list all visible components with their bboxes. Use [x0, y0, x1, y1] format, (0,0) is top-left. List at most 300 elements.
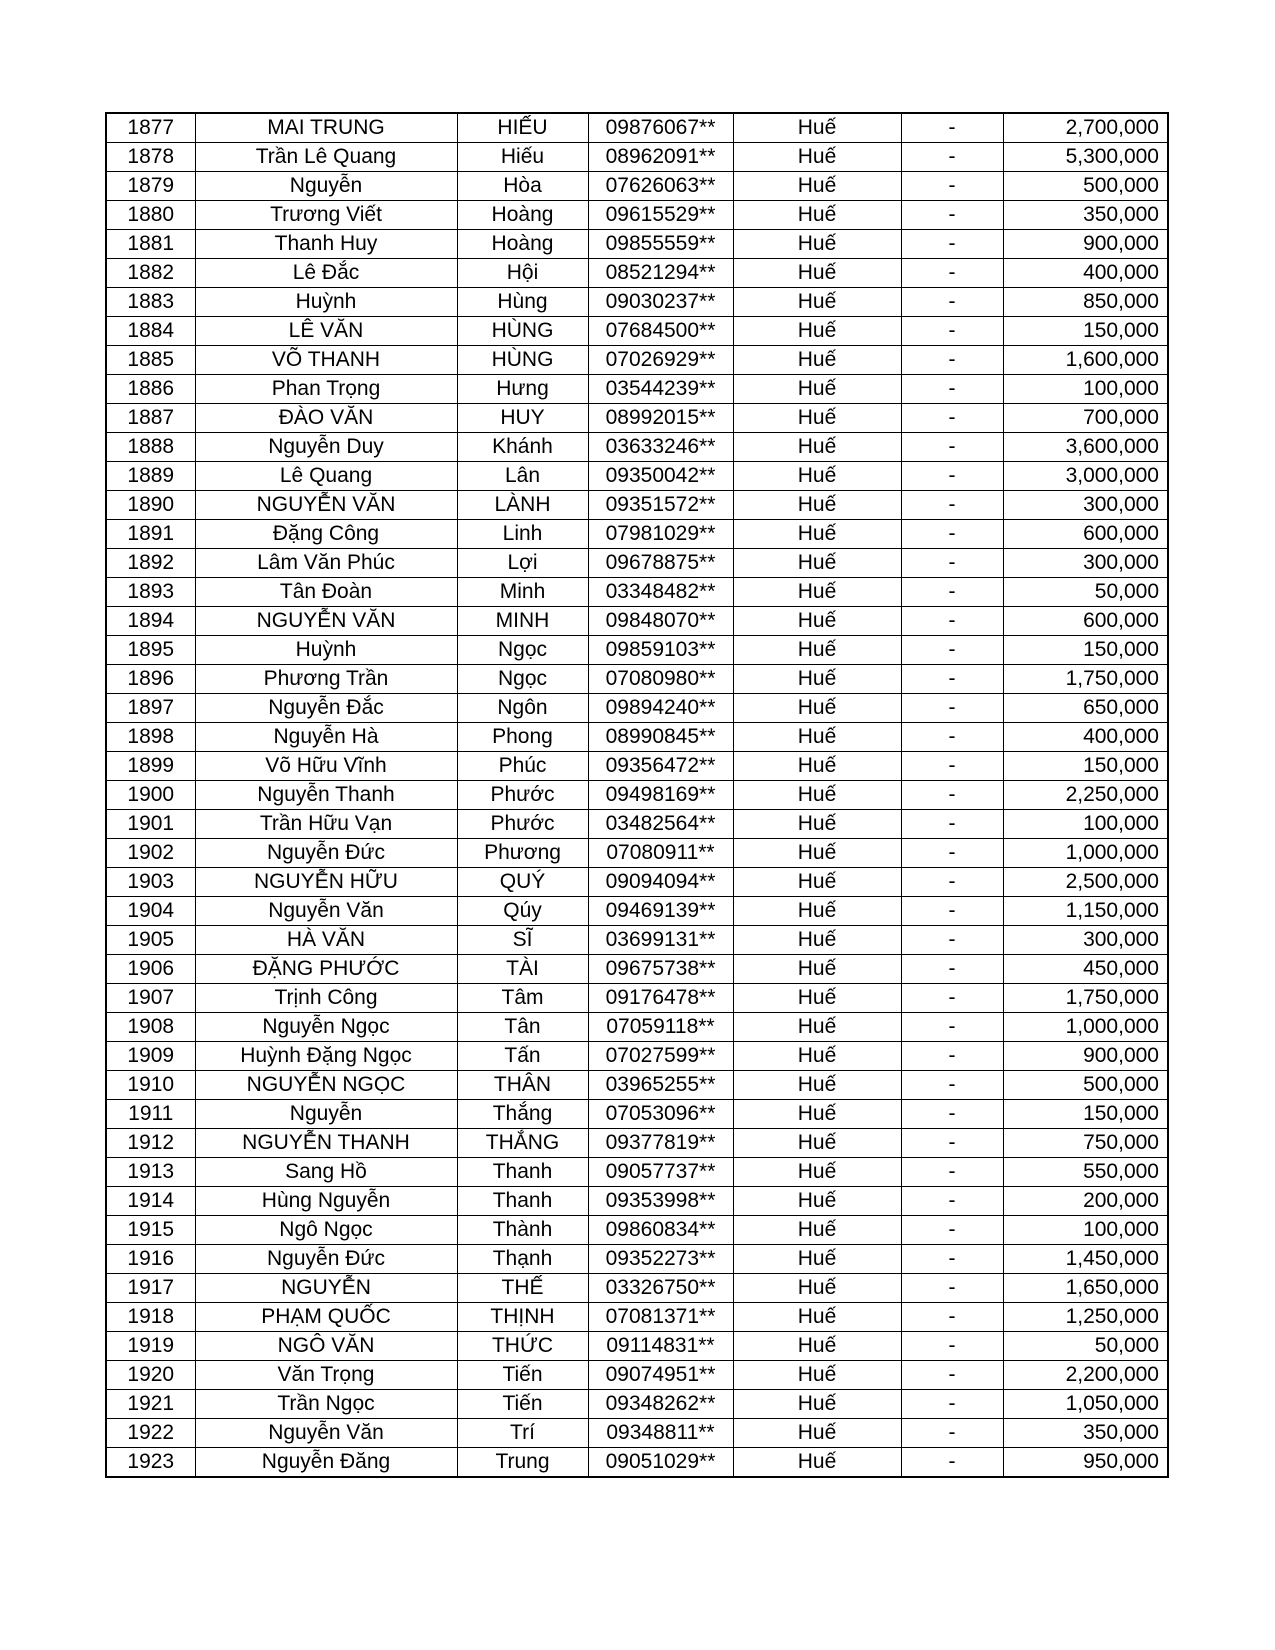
row-number-cell: 1893 — [106, 578, 195, 607]
phone-cell: 08962091** — [588, 143, 733, 172]
row-number-cell: 1880 — [106, 201, 195, 230]
address-cell: Huế — [733, 172, 901, 201]
phone-cell: 09351572** — [588, 491, 733, 520]
phone-cell: 07981029** — [588, 520, 733, 549]
phone-cell: 07684500** — [588, 317, 733, 346]
given-name-cell: Tiến — [457, 1361, 588, 1390]
row-number-cell: 1914 — [106, 1187, 195, 1216]
table-row — [106, 1448, 1168, 1478]
given-name-cell: Thạnh — [457, 1245, 588, 1274]
given-name-cell: QUÝ — [457, 868, 588, 897]
amount-cell: 600,000 — [1003, 520, 1168, 549]
row-number-cell: 1906 — [106, 955, 195, 984]
address-cell: Huế — [733, 752, 901, 781]
row-number-cell: 1917 — [106, 1274, 195, 1303]
note-cell: - — [901, 375, 1003, 404]
phone-cell: 09876067** — [588, 113, 733, 143]
phone-cell: 09860834** — [588, 1216, 733, 1245]
row-number-cell: 1905 — [106, 926, 195, 955]
given-name-cell: Tấn — [457, 1042, 588, 1071]
family-name-cell: VÕ THANH — [195, 346, 457, 375]
phone-cell: 09498169** — [588, 781, 733, 810]
note-cell: - — [901, 839, 1003, 868]
address-cell: Huế — [733, 926, 901, 955]
phone-cell: 03348482** — [588, 578, 733, 607]
table-row — [106, 1216, 1168, 1245]
table-row — [106, 578, 1168, 607]
address-cell: Huế — [733, 868, 901, 897]
row-number-cell: 1910 — [106, 1071, 195, 1100]
amount-cell: 50,000 — [1003, 1332, 1168, 1361]
note-cell: - — [901, 1390, 1003, 1419]
amount-cell: 300,000 — [1003, 491, 1168, 520]
table-row — [106, 172, 1168, 201]
phone-cell: 09615529** — [588, 201, 733, 230]
table-row — [106, 1390, 1168, 1419]
note-cell: - — [901, 317, 1003, 346]
given-name-cell: HIẾU — [457, 113, 588, 143]
table-row — [106, 433, 1168, 462]
family-name-cell: Nguyễn Đức — [195, 839, 457, 868]
table-row — [106, 1419, 1168, 1448]
row-number-cell: 1877 — [106, 113, 195, 143]
given-name-cell: Hoàng — [457, 201, 588, 230]
given-name-cell: Phong — [457, 723, 588, 752]
address-cell: Huế — [733, 781, 901, 810]
given-name-cell: Minh — [457, 578, 588, 607]
row-number-cell: 1922 — [106, 1419, 195, 1448]
family-name-cell: Văn Trọng — [195, 1361, 457, 1390]
table-row — [106, 781, 1168, 810]
row-number-cell: 1878 — [106, 143, 195, 172]
note-cell: - — [901, 926, 1003, 955]
phone-cell: 07053096** — [588, 1100, 733, 1129]
given-name-cell: Ngọc — [457, 636, 588, 665]
address-cell: Huế — [733, 636, 901, 665]
row-number-cell: 1908 — [106, 1013, 195, 1042]
amount-cell: 100,000 — [1003, 375, 1168, 404]
note-cell: - — [901, 113, 1003, 143]
row-number-cell: 1897 — [106, 694, 195, 723]
address-cell: Huế — [733, 1187, 901, 1216]
family-name-cell: HÀ VĂN — [195, 926, 457, 955]
note-cell: - — [901, 1332, 1003, 1361]
row-number-cell: 1911 — [106, 1100, 195, 1129]
table-row — [106, 1100, 1168, 1129]
phone-cell: 07026929** — [588, 346, 733, 375]
family-name-cell: Ngô Ngọc — [195, 1216, 457, 1245]
amount-cell: 100,000 — [1003, 810, 1168, 839]
given-name-cell: Tâm — [457, 984, 588, 1013]
table-row — [106, 810, 1168, 839]
table-row — [106, 1361, 1168, 1390]
row-number-cell: 1907 — [106, 984, 195, 1013]
phone-cell: 03326750** — [588, 1274, 733, 1303]
given-name-cell: Ngọc — [457, 665, 588, 694]
given-name-cell: MINH — [457, 607, 588, 636]
given-name-cell: TÀI — [457, 955, 588, 984]
family-name-cell: Thanh Huy — [195, 230, 457, 259]
note-cell: - — [901, 1274, 1003, 1303]
amount-cell: 650,000 — [1003, 694, 1168, 723]
address-cell: Huế — [733, 433, 901, 462]
amount-cell: 1,250,000 — [1003, 1303, 1168, 1332]
given-name-cell: Hoàng — [457, 230, 588, 259]
amount-cell: 150,000 — [1003, 636, 1168, 665]
row-number-cell: 1921 — [106, 1390, 195, 1419]
phone-cell: 08521294** — [588, 259, 733, 288]
given-name-cell: Phúc — [457, 752, 588, 781]
address-cell: Huế — [733, 1158, 901, 1187]
family-name-cell: Nguyễn Văn — [195, 1419, 457, 1448]
family-name-cell: Trần Hữu Vạn — [195, 810, 457, 839]
row-number-cell: 1892 — [106, 549, 195, 578]
family-name-cell: Nguyễn Đức — [195, 1245, 457, 1274]
address-cell: Huế — [733, 694, 901, 723]
given-name-cell: Linh — [457, 520, 588, 549]
address-cell: Huế — [733, 1245, 901, 1274]
amount-cell: 150,000 — [1003, 317, 1168, 346]
amount-cell: 150,000 — [1003, 752, 1168, 781]
table-row — [106, 1042, 1168, 1071]
phone-cell: 09350042** — [588, 462, 733, 491]
row-number-cell: 1881 — [106, 230, 195, 259]
table-row — [106, 317, 1168, 346]
given-name-cell: Thanh — [457, 1187, 588, 1216]
address-cell: Huế — [733, 1419, 901, 1448]
phone-cell: 07081371** — [588, 1303, 733, 1332]
row-number-cell: 1889 — [106, 462, 195, 491]
table-row — [106, 462, 1168, 491]
family-name-cell: Lê Đắc — [195, 259, 457, 288]
family-name-cell: NGUYỄN — [195, 1274, 457, 1303]
amount-cell: 1,750,000 — [1003, 665, 1168, 694]
address-cell: Huế — [733, 723, 901, 752]
amount-cell: 600,000 — [1003, 607, 1168, 636]
given-name-cell: Hưng — [457, 375, 588, 404]
note-cell: - — [901, 781, 1003, 810]
phone-cell: 03544239** — [588, 375, 733, 404]
row-number-cell: 1884 — [106, 317, 195, 346]
note-cell: - — [901, 868, 1003, 897]
row-number-cell: 1912 — [106, 1129, 195, 1158]
address-cell: Huế — [733, 491, 901, 520]
phone-cell: 09894240** — [588, 694, 733, 723]
note-cell: - — [901, 665, 1003, 694]
row-number-cell: 1913 — [106, 1158, 195, 1187]
amount-cell: 2,200,000 — [1003, 1361, 1168, 1390]
family-name-cell: ĐẶNG PHƯỚC — [195, 955, 457, 984]
table-row — [106, 723, 1168, 752]
phone-cell: 07626063** — [588, 172, 733, 201]
phone-cell: 09074951** — [588, 1361, 733, 1390]
row-number-cell: 1894 — [106, 607, 195, 636]
note-cell: - — [901, 259, 1003, 288]
amount-cell: 1,050,000 — [1003, 1390, 1168, 1419]
family-name-cell: LÊ VĂN — [195, 317, 457, 346]
amount-cell: 3,600,000 — [1003, 433, 1168, 462]
given-name-cell: HUY — [457, 404, 588, 433]
table-row — [106, 1245, 1168, 1274]
family-name-cell: Huỳnh — [195, 636, 457, 665]
address-cell: Huế — [733, 955, 901, 984]
row-number-cell: 1882 — [106, 259, 195, 288]
phone-cell: 03482564** — [588, 810, 733, 839]
row-number-cell: 1903 — [106, 868, 195, 897]
note-cell: - — [901, 201, 1003, 230]
family-name-cell: Nguyễn Văn — [195, 897, 457, 926]
address-cell: Huế — [733, 520, 901, 549]
row-number-cell: 1887 — [106, 404, 195, 433]
table-row — [106, 868, 1168, 897]
phone-cell: 09176478** — [588, 984, 733, 1013]
amount-cell: 1,450,000 — [1003, 1245, 1168, 1274]
given-name-cell: Tiến — [457, 1390, 588, 1419]
phone-cell: 03699131** — [588, 926, 733, 955]
given-name-cell: Hiếu — [457, 143, 588, 172]
row-number-cell: 1890 — [106, 491, 195, 520]
family-name-cell: Trịnh Công — [195, 984, 457, 1013]
note-cell: - — [901, 1216, 1003, 1245]
row-number-cell: 1886 — [106, 375, 195, 404]
note-cell: - — [901, 955, 1003, 984]
table-row — [106, 1303, 1168, 1332]
phone-cell: 08990845** — [588, 723, 733, 752]
given-name-cell: Phương — [457, 839, 588, 868]
family-name-cell: Nguyễn Duy — [195, 433, 457, 462]
note-cell: - — [901, 1042, 1003, 1071]
note-cell: - — [901, 607, 1003, 636]
table-row — [106, 549, 1168, 578]
table-row — [106, 694, 1168, 723]
row-number-cell: 1895 — [106, 636, 195, 665]
phone-cell: 03965255** — [588, 1071, 733, 1100]
family-name-cell: NGUYỄN VĂN — [195, 607, 457, 636]
note-cell: - — [901, 752, 1003, 781]
table-row — [106, 1129, 1168, 1158]
phone-cell: 09377819** — [588, 1129, 733, 1158]
given-name-cell: THỊNH — [457, 1303, 588, 1332]
amount-cell: 700,000 — [1003, 404, 1168, 433]
address-cell: Huế — [733, 1071, 901, 1100]
note-cell: - — [901, 723, 1003, 752]
table-row — [106, 346, 1168, 375]
address-cell: Huế — [733, 897, 901, 926]
given-name-cell: LÀNH — [457, 491, 588, 520]
table-body — [106, 113, 1168, 1477]
amount-cell: 350,000 — [1003, 201, 1168, 230]
note-cell: - — [901, 810, 1003, 839]
row-number-cell: 1896 — [106, 665, 195, 694]
table-row — [106, 491, 1168, 520]
phone-cell: 09678875** — [588, 549, 733, 578]
row-number-cell: 1915 — [106, 1216, 195, 1245]
row-number-cell: 1888 — [106, 433, 195, 462]
address-cell: Huế — [733, 1129, 901, 1158]
phone-cell: 03633246** — [588, 433, 733, 462]
family-name-cell: Phan Trọng — [195, 375, 457, 404]
row-number-cell: 1920 — [106, 1361, 195, 1390]
family-name-cell: Võ Hữu Vĩnh — [195, 752, 457, 781]
amount-cell: 400,000 — [1003, 723, 1168, 752]
family-name-cell: NGÔ VĂN — [195, 1332, 457, 1361]
note-cell: - — [901, 462, 1003, 491]
family-name-cell: Nguyễn Đắc — [195, 694, 457, 723]
amount-cell: 900,000 — [1003, 230, 1168, 259]
table-row — [106, 1332, 1168, 1361]
address-cell: Huế — [733, 839, 901, 868]
phone-cell: 09030237** — [588, 288, 733, 317]
family-name-cell: Đặng Công — [195, 520, 457, 549]
given-name-cell: Thanh — [457, 1158, 588, 1187]
address-cell: Huế — [733, 375, 901, 404]
amount-cell: 2,250,000 — [1003, 781, 1168, 810]
given-name-cell: Thành — [457, 1216, 588, 1245]
address-cell: Huế — [733, 1303, 901, 1332]
row-number-cell: 1923 — [106, 1448, 195, 1478]
amount-cell: 850,000 — [1003, 288, 1168, 317]
amount-cell: 1,600,000 — [1003, 346, 1168, 375]
table-row — [106, 288, 1168, 317]
note-cell: - — [901, 172, 1003, 201]
row-number-cell: 1902 — [106, 839, 195, 868]
row-number-cell: 1899 — [106, 752, 195, 781]
address-cell: Huế — [733, 404, 901, 433]
table-row — [106, 607, 1168, 636]
amount-cell: 50,000 — [1003, 578, 1168, 607]
given-name-cell: HÙNG — [457, 346, 588, 375]
family-name-cell: ĐÀO VĂN — [195, 404, 457, 433]
table-row — [106, 984, 1168, 1013]
note-cell: - — [901, 1187, 1003, 1216]
address-cell: Huế — [733, 578, 901, 607]
table-row — [106, 201, 1168, 230]
address-cell: Huế — [733, 1361, 901, 1390]
note-cell: - — [901, 694, 1003, 723]
family-name-cell: Nguyễn Thanh — [195, 781, 457, 810]
address-cell: Huế — [733, 810, 901, 839]
given-name-cell: THẮNG — [457, 1129, 588, 1158]
address-cell: Huế — [733, 1448, 901, 1478]
given-name-cell: Trung — [457, 1448, 588, 1478]
table-row — [106, 926, 1168, 955]
amount-cell: 450,000 — [1003, 955, 1168, 984]
family-name-cell: MAI TRUNG — [195, 113, 457, 143]
family-name-cell: Phương Trần — [195, 665, 457, 694]
address-cell: Huế — [733, 1332, 901, 1361]
family-name-cell: Tân Đoàn — [195, 578, 457, 607]
row-number-cell: 1919 — [106, 1332, 195, 1361]
row-number-cell: 1900 — [106, 781, 195, 810]
family-name-cell: NGUYỄN THANH — [195, 1129, 457, 1158]
table-row — [106, 375, 1168, 404]
given-name-cell: Phước — [457, 810, 588, 839]
family-name-cell: Sang Hồ — [195, 1158, 457, 1187]
table-row — [106, 839, 1168, 868]
amount-cell: 1,650,000 — [1003, 1274, 1168, 1303]
phone-cell: 09855559** — [588, 230, 733, 259]
given-name-cell: Khánh — [457, 433, 588, 462]
amount-cell: 500,000 — [1003, 172, 1168, 201]
row-number-cell: 1904 — [106, 897, 195, 926]
note-cell: - — [901, 1100, 1003, 1129]
table-row — [106, 955, 1168, 984]
phone-cell: 09057737** — [588, 1158, 733, 1187]
phone-cell: 09356472** — [588, 752, 733, 781]
table-row — [106, 665, 1168, 694]
phone-cell: 08992015** — [588, 404, 733, 433]
phone-cell: 09353998** — [588, 1187, 733, 1216]
note-cell: - — [901, 1071, 1003, 1100]
amount-cell: 1,150,000 — [1003, 897, 1168, 926]
row-number-cell: 1879 — [106, 172, 195, 201]
family-name-cell: Trương Viết — [195, 201, 457, 230]
address-cell: Huế — [733, 113, 901, 143]
note-cell: - — [901, 288, 1003, 317]
note-cell: - — [901, 491, 1003, 520]
address-cell: Huế — [733, 1042, 901, 1071]
given-name-cell: Lân — [457, 462, 588, 491]
phone-cell: 09348262** — [588, 1390, 733, 1419]
row-number-cell: 1891 — [106, 520, 195, 549]
phone-cell: 09675738** — [588, 955, 733, 984]
table-row — [106, 1274, 1168, 1303]
note-cell: - — [901, 897, 1003, 926]
amount-cell: 550,000 — [1003, 1158, 1168, 1187]
address-cell: Huế — [733, 1390, 901, 1419]
phone-cell: 09094094** — [588, 868, 733, 897]
family-name-cell: Nguyễn — [195, 172, 457, 201]
row-number-cell: 1909 — [106, 1042, 195, 1071]
table-row — [106, 636, 1168, 665]
amount-cell: 2,700,000 — [1003, 113, 1168, 143]
address-cell: Huế — [733, 201, 901, 230]
address-cell: Huế — [733, 984, 901, 1013]
note-cell: - — [901, 1129, 1003, 1158]
address-cell: Huế — [733, 1274, 901, 1303]
table-row — [106, 752, 1168, 781]
address-cell: Huế — [733, 259, 901, 288]
given-name-cell: Tân — [457, 1013, 588, 1042]
table-row — [106, 143, 1168, 172]
amount-cell: 1,000,000 — [1003, 1013, 1168, 1042]
note-cell: - — [901, 636, 1003, 665]
table-row — [106, 897, 1168, 926]
amount-cell: 300,000 — [1003, 926, 1168, 955]
amount-cell: 1,750,000 — [1003, 984, 1168, 1013]
note-cell: - — [901, 1448, 1003, 1478]
address-cell: Huế — [733, 143, 901, 172]
note-cell: - — [901, 578, 1003, 607]
family-name-cell: Trần Lê Quang — [195, 143, 457, 172]
family-name-cell: NGUYỄN HỮU — [195, 868, 457, 897]
note-cell: - — [901, 1303, 1003, 1332]
given-name-cell: Hòa — [457, 172, 588, 201]
note-cell: - — [901, 984, 1003, 1013]
amount-cell: 2,500,000 — [1003, 868, 1168, 897]
address-cell: Huế — [733, 665, 901, 694]
note-cell: - — [901, 1419, 1003, 1448]
table-row — [106, 230, 1168, 259]
note-cell: - — [901, 520, 1003, 549]
given-name-cell: Thắng — [457, 1100, 588, 1129]
phone-cell: 09348811** — [588, 1419, 733, 1448]
phone-cell: 09051029** — [588, 1448, 733, 1478]
donation-table — [105, 112, 1169, 1478]
table-row — [106, 113, 1168, 143]
row-number-cell: 1898 — [106, 723, 195, 752]
amount-cell: 400,000 — [1003, 259, 1168, 288]
